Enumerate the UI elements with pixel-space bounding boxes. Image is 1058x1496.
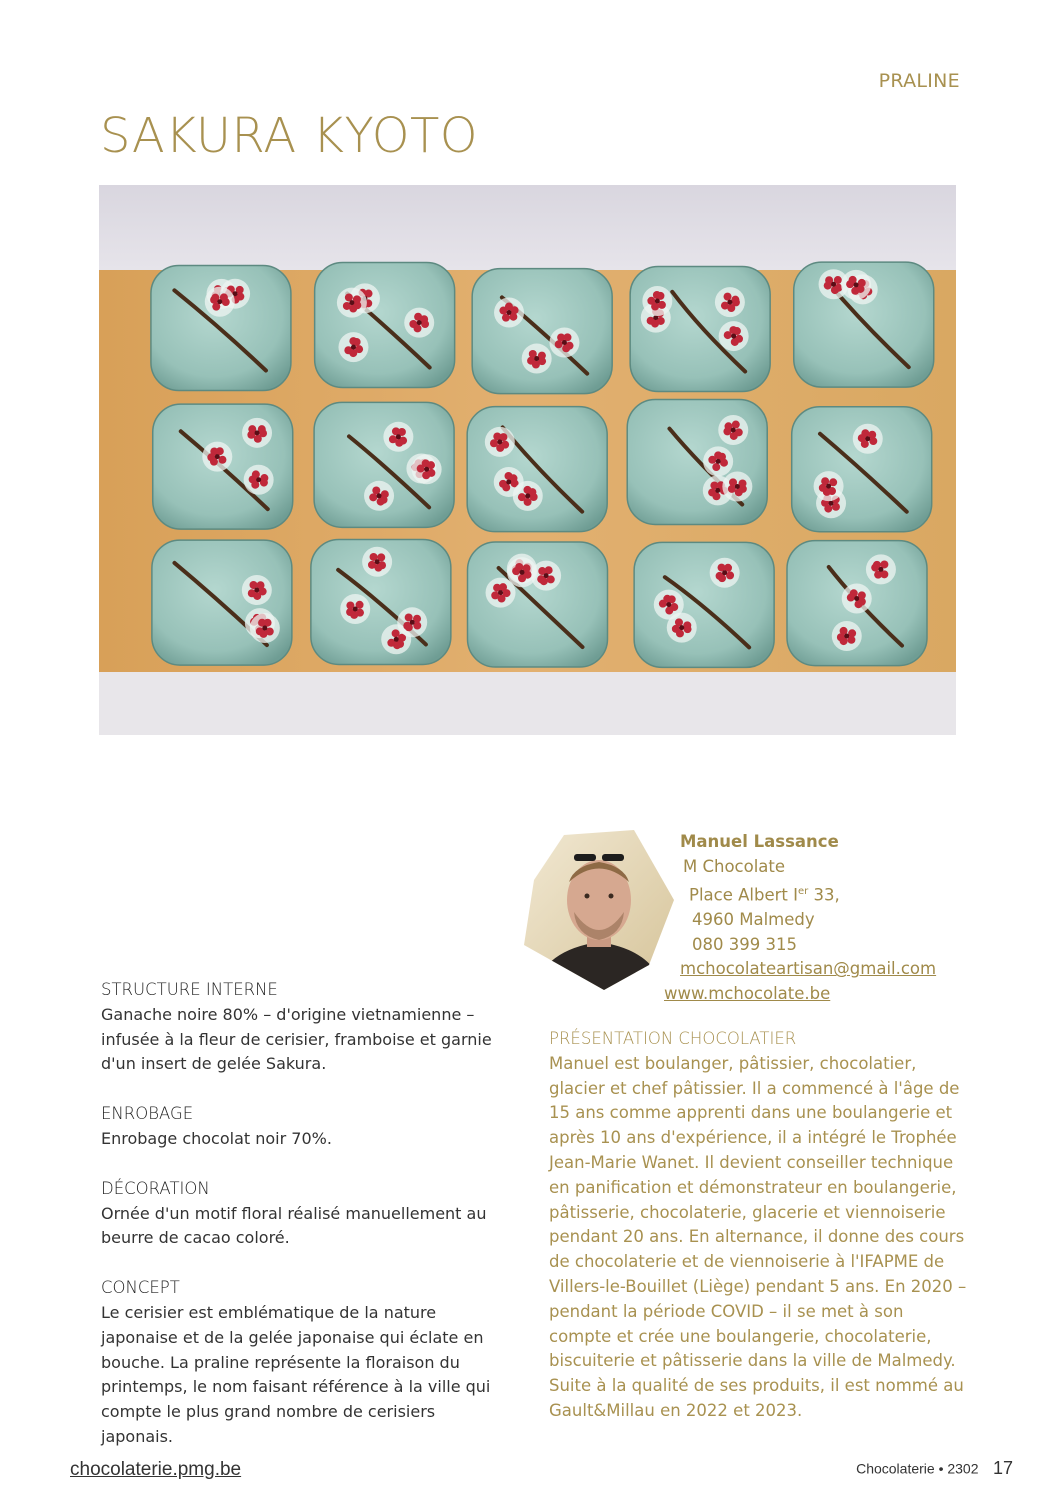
praline [467, 407, 607, 532]
footer-magazine: Chocolaterie • 2302 [856, 1460, 979, 1477]
praline-photo [99, 185, 956, 735]
section-text: Ganache noire 80% – d'origine vietnamienne – infusée à la fleur de cerisier, framboise et garnie d'un insert de gelée Sakura. [101, 1004, 492, 1074]
presentation-block [549, 1027, 969, 1424]
product-details [101, 978, 511, 1475]
presentation-heading: PRÉSENTATION CHOCOLATIER [549, 1029, 797, 1048]
portrait-icon [524, 830, 674, 990]
praline [311, 539, 451, 664]
contact-website-link[interactable]: www.mchocolate.be [664, 984, 831, 1004]
contact-block [660, 830, 960, 1007]
praline [627, 399, 767, 524]
footer-info [856, 1458, 1013, 1479]
footer-site-link[interactable]: chocolaterie.pmg.be [70, 1459, 242, 1480]
section-heading: DÉCORATION [101, 1178, 210, 1198]
praline [794, 262, 934, 387]
section-decoration [101, 1177, 511, 1251]
praline [468, 542, 608, 667]
contact-email-link[interactable]: mchocolateartisan@gmail.com [680, 959, 937, 979]
contact-company: M Chocolate [683, 856, 786, 876]
praline [314, 402, 454, 527]
category-label: PRALINE [878, 70, 960, 92]
street-prefix: Place Albert I [689, 885, 798, 905]
praline-photo-image [99, 185, 956, 735]
section-heading: ENROBAGE [101, 1104, 194, 1124]
page-number: 17 [992, 1458, 1013, 1478]
street-sup: er [797, 885, 809, 897]
page-title: SAKURA KYOTO [100, 108, 479, 164]
praline [315, 263, 455, 388]
praline [634, 542, 774, 667]
contact-phone: 080 399 315 [692, 934, 797, 954]
street-suffix: 33, [808, 885, 840, 905]
contact-name: Manuel Lassance [680, 832, 839, 851]
section-text: Ornée d'un motif floral réalisé manuellement au beurre de cacao coloré. [101, 1203, 487, 1248]
section-enrobage [101, 1102, 511, 1152]
praline [152, 540, 292, 665]
section-text: Enrobage chocolat noir 70%. [101, 1128, 332, 1148]
section-text: Le cerisier est emblématique de la nature japonaise et de la gelée japonaise qui éclate en bouche. La praline représente la floraison du printemps, le nom faisant référence à la ville qui compte le plus grand nombre de cerisiers japonais. [101, 1302, 491, 1446]
praline [151, 265, 291, 390]
praline [630, 266, 770, 391]
chocolatier-portrait [524, 830, 674, 990]
praline [153, 404, 293, 529]
contact-city: 4960 Malmedy [692, 909, 815, 929]
section-heading: CONCEPT [101, 1278, 180, 1298]
praline [787, 541, 927, 666]
praline [792, 407, 932, 532]
section-heading: STRUCTURE INTERNE [101, 980, 278, 999]
section-structure [101, 978, 511, 1077]
section-concept [101, 1276, 511, 1450]
contact-street [689, 880, 960, 908]
praline [472, 269, 612, 394]
presentation-text: Manuel est boulanger, pâtissier, chocolatier, glacier et chef pâtissier. Il a commencé à l'âge de 15 ans comme apprenti dans une boulangerie et après 10 ans d'expérience, il a intégré le Trophée Jean-Marie Wanet. Il devient conseiller technique en panification et démonstrateur en boulangerie, pâtisserie, chocolaterie, glacerie et viennoiserie pendant 20 ans. En alternance, il donne des cours de chocolaterie et de viennoiserie à l'IFAPME de Villers-le-Bouillet (Liège) pendant 5 ans. En 2020 – pendant la période COVID – il se met à son compte et crée une boulangerie, chocolaterie, biscuiterie et pâtisserie dans la ville de Malmedy. Suite à la qualité de ses produits, il est nommé au Gault&Millau en 2022 et 2023. [549, 1053, 967, 1420]
